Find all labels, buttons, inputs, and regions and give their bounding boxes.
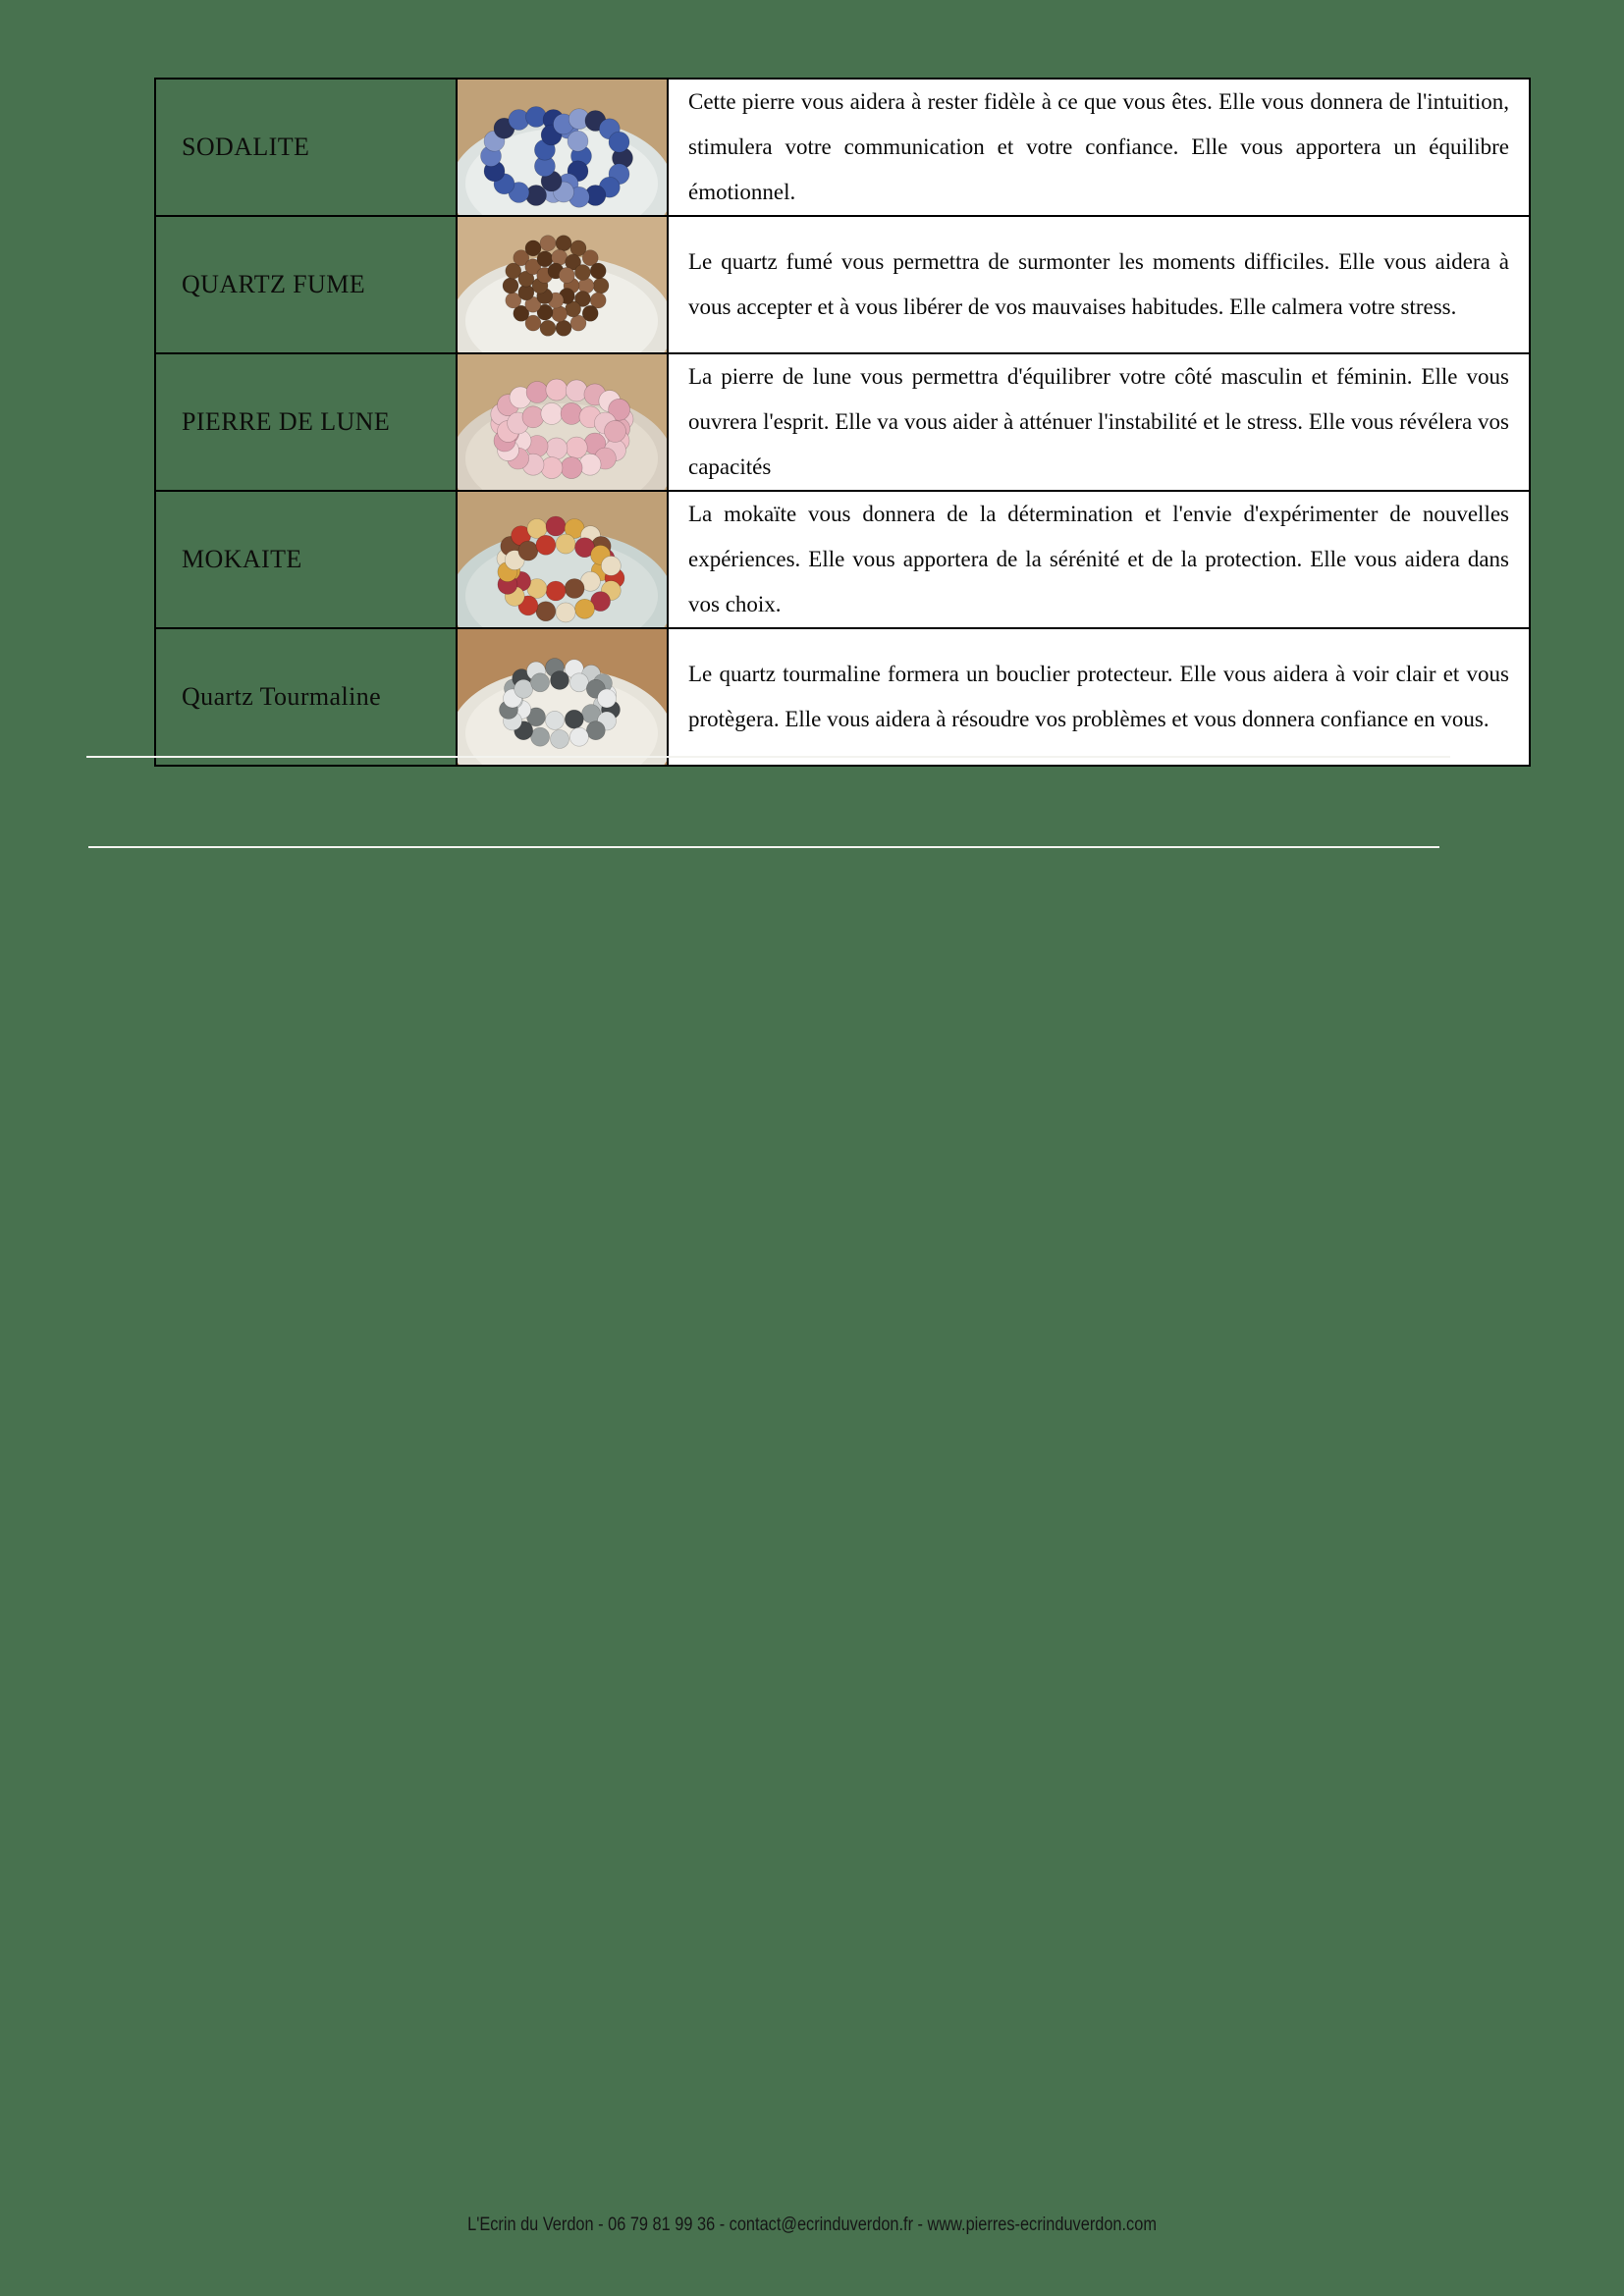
stone-description-cell: La pierre de lune vous permettra d'équilibrer votre côté masculin et féminin. Elle vous ouvrera l'esprit. Elle va vous aider à atténuer l'instabilité et le stress. Elle vous révélera vos capacités xyxy=(668,353,1530,491)
table-row xyxy=(155,216,1530,353)
stone-name: Quartz Tourmaline xyxy=(182,682,382,711)
stone-photo-cell xyxy=(457,628,668,766)
table-row xyxy=(155,491,1530,628)
stones-table xyxy=(154,78,1531,767)
stone-name: PIERRE DE LUNE xyxy=(182,407,391,436)
table-underline xyxy=(86,756,1450,758)
stone-name-cell xyxy=(155,79,457,216)
stone-photo-cell xyxy=(457,79,668,216)
table-row xyxy=(155,628,1530,766)
smoky-quartz-necklace-photo xyxy=(458,217,667,352)
footer xyxy=(0,2215,1624,2236)
stone-name: MOKAITE xyxy=(182,545,302,573)
stone-photo-cell xyxy=(457,353,668,491)
stone-description-cell: Le quartz fumé vous permettra de surmonter les moments difficiles. Elle vous aidera à vous accepter et à vous libérer de vos mauvaises habitudes. Elle calmera votre stress. xyxy=(668,216,1530,353)
footer-text: L'Ecrin du Verdon - 06 79 81 99 36 - contact@ecrinduverdon.fr - www.pierres-ecrinduverdon.com xyxy=(467,2215,1157,2235)
stone-name-cell xyxy=(155,491,457,628)
separator-line xyxy=(88,846,1439,848)
table-row xyxy=(155,79,1530,216)
stone-photo-cell xyxy=(457,491,668,628)
stone-description-cell: Le quartz tourmaline formera un bouclier protecteur. Elle vous aidera à voir clair et vous protègera. Elle vous aidera à résoudre vos problèmes et vous donnera confiance en vous. xyxy=(668,628,1530,766)
stone-name-cell xyxy=(155,353,457,491)
stone-name: QUARTZ FUME xyxy=(182,270,366,298)
stone-photo-cell xyxy=(457,216,668,353)
stone-name-cell xyxy=(155,216,457,353)
moonstone-beads-photo xyxy=(458,354,667,490)
mookaite-bracelet-photo xyxy=(458,492,667,627)
stone-name-cell xyxy=(155,628,457,766)
table-row xyxy=(155,353,1530,491)
stone-name: SODALITE xyxy=(182,133,310,161)
stone-description-cell: La mokaïte vous donnera de la détermination et l'envie d'expérimenter de nouvelles expériences. Elle vous apportera de la sérénité et de la protection. Elle vous aidera dans vos choix. xyxy=(668,491,1530,628)
tourmaline-quartz-bracelet-photo xyxy=(458,629,667,765)
stone-description-cell: Cette pierre vous aidera à rester fidèle à ce que vous êtes. Elle vous donnera de l'intuition, stimulera votre communication et votre confiance. Elle vous apportera un équilibre émotionnel. xyxy=(668,79,1530,216)
sodalite-bracelet-photo xyxy=(458,80,667,215)
